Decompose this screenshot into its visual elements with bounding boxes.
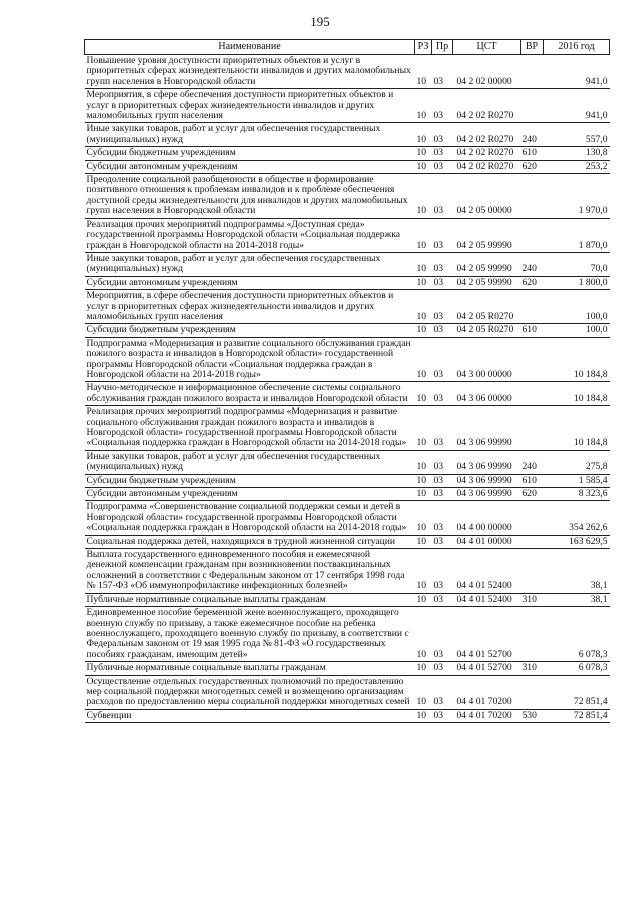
row-rz: 10 (415, 593, 432, 606)
row-amount: 38,1 (544, 549, 610, 594)
table-row (85, 55, 610, 89)
table-row (85, 252, 610, 276)
table-row (85, 218, 610, 252)
row-rz: 10 (415, 549, 432, 594)
table-row (85, 549, 610, 594)
header-vr: ВР (521, 40, 544, 55)
table-row (85, 501, 610, 535)
row-rz: 10 (415, 675, 432, 709)
row-name: Иные закупки товаров, работ и услуг для обеспечения государственных (муниципальных) нужд (85, 252, 415, 276)
row-rz: 10 (415, 290, 432, 324)
row-cst: 04 3 06 99990 (453, 488, 521, 501)
row-rz: 10 (415, 89, 432, 123)
row-cst: 04 3 06 00000 (453, 382, 521, 406)
row-amount: 6 078,3 (544, 607, 610, 662)
row-rz: 10 (415, 488, 432, 501)
row-rz: 10 (415, 147, 432, 160)
row-name: Преодоление социальной разобщенности в обществе и формирование позитивного отношения к проблемам инвалидов и к проблеме обеспечения доступной среды жизнедеятельности для инвалидов и других маломобильных групп населения в Новгородской области (85, 174, 415, 219)
row-amount: 354 262,6 (544, 501, 610, 535)
row-amount: 6 078,3 (544, 662, 610, 675)
row-vr (521, 535, 544, 548)
row-pr: 03 (432, 709, 453, 722)
row-cst: 04 2 02 R0270 (453, 89, 521, 123)
row-name: Реализация прочих мероприятий подпрограммы «Доступная среда» государственной программы Новгородской области «Социальная поддержка граждан в Новгородской области на 2014-2018 годы» (85, 218, 415, 252)
row-vr: 620 (521, 276, 544, 289)
row-amount: 275,8 (544, 450, 610, 474)
row-name: Субвенции (85, 709, 415, 722)
table-row (85, 337, 610, 382)
row-vr (521, 337, 544, 382)
row-rz: 10 (415, 382, 432, 406)
row-cst: 04 2 02 R0270 (453, 160, 521, 173)
row-rz: 10 (415, 218, 432, 252)
row-amount: 100,0 (544, 290, 610, 324)
row-rz: 10 (415, 160, 432, 173)
row-vr: 620 (521, 160, 544, 173)
row-name: Осуществление отдельных государственных полномочий по предоставлению мер социальной поддержки многодетных семей и возмещению организациям расходов по предоставлению меры социальной поддержки многодетных семей (85, 675, 415, 709)
table-row (85, 174, 610, 219)
row-pr: 03 (432, 474, 453, 487)
row-amount: 941,0 (544, 89, 610, 123)
row-amount: 1 970,0 (544, 174, 610, 219)
row-vr: 530 (521, 709, 544, 722)
row-pr: 03 (432, 406, 453, 451)
row-pr: 03 (432, 593, 453, 606)
row-cst: 04 2 05 R0270 (453, 324, 521, 337)
row-vr: 310 (521, 662, 544, 675)
row-name: Мероприятия, в сфере обеспечения доступности приоритетных объектов и услуг в приоритетных сферах жизнедеятельности инвалидов и других маломобильных групп населения (85, 89, 415, 123)
row-cst: 04 2 02 00000 (453, 55, 521, 89)
row-vr: 310 (521, 593, 544, 606)
row-cst: 04 3 06 99990 (453, 474, 521, 487)
row-name: Научно-методическое и информационное обеспечение системы социального обслуживания граждан пожилого возраста и инвалидов Новгородской области (85, 382, 415, 406)
header-name: Наименование (85, 40, 415, 55)
row-rz: 10 (415, 406, 432, 451)
row-vr (521, 382, 544, 406)
row-vr (521, 501, 544, 535)
row-cst: 04 4 01 52700 (453, 607, 521, 662)
row-pr: 03 (432, 382, 453, 406)
table-row (85, 607, 610, 662)
row-name: Реализация прочих мероприятий подпрограммы «Модернизация и развитие социального обслуживания граждан пожилого возраста и инвалидов в Новгородской области» государственной программы Новгородской области «Социальная поддержка граждан в Новгородской области на 2014-2018 годы» (85, 406, 415, 451)
row-pr: 03 (432, 337, 453, 382)
row-rz: 10 (415, 324, 432, 337)
page-number: 195 (310, 14, 330, 29)
row-vr (521, 174, 544, 219)
table-row (85, 89, 610, 123)
row-vr (521, 290, 544, 324)
row-cst: 04 2 05 00000 (453, 174, 521, 219)
row-amount: 557,0 (544, 123, 610, 147)
table-row (85, 276, 610, 289)
row-cst: 04 2 02 R0270 (453, 123, 521, 147)
row-rz: 10 (415, 252, 432, 276)
row-rz: 10 (415, 607, 432, 662)
row-name: Иные закупки товаров, работ и услуг для обеспечения государственных (муниципальных) нужд (85, 123, 415, 147)
row-rz: 10 (415, 535, 432, 548)
row-cst: 04 3 06 99990 (453, 450, 521, 474)
row-vr: 610 (521, 147, 544, 160)
row-amount: 72 851,4 (544, 709, 610, 722)
row-amount: 100,0 (544, 324, 610, 337)
row-name: Субсидии бюджетным учреждениям (85, 147, 415, 160)
row-pr: 03 (432, 549, 453, 594)
budget-table (84, 39, 610, 723)
row-rz: 10 (415, 662, 432, 675)
row-cst: 04 4 01 70200 (453, 675, 521, 709)
row-vr (521, 55, 544, 89)
row-rz: 10 (415, 450, 432, 474)
table-row (85, 709, 610, 722)
table-header (85, 40, 610, 55)
table-row (85, 324, 610, 337)
row-vr (521, 218, 544, 252)
row-pr: 03 (432, 160, 453, 173)
table-row (85, 382, 610, 406)
row-cst: 04 4 00 00000 (453, 501, 521, 535)
row-rz: 10 (415, 709, 432, 722)
row-amount: 1 585,4 (544, 474, 610, 487)
row-cst: 04 4 01 52400 (453, 593, 521, 606)
row-name: Субсидии автономным учреждениям (85, 488, 415, 501)
row-vr (521, 675, 544, 709)
row-pr: 03 (432, 174, 453, 219)
row-rz: 10 (415, 276, 432, 289)
table-row (85, 675, 610, 709)
row-cst: 04 4 01 70200 (453, 709, 521, 722)
row-pr: 03 (432, 252, 453, 276)
row-vr: 240 (521, 123, 544, 147)
row-pr: 03 (432, 147, 453, 160)
row-cst: 04 2 05 99990 (453, 276, 521, 289)
row-pr: 03 (432, 218, 453, 252)
row-name: Социальная поддержка детей, находящихся в трудной жизненной ситуации (85, 535, 415, 548)
row-vr (521, 89, 544, 123)
row-pr: 03 (432, 55, 453, 89)
row-vr (521, 549, 544, 594)
row-amount: 72 851,4 (544, 675, 610, 709)
row-amount: 10 184,8 (544, 382, 610, 406)
row-pr: 03 (432, 89, 453, 123)
row-pr: 03 (432, 662, 453, 675)
row-name: Субсидии автономным учреждениям (85, 160, 415, 173)
table-row (85, 593, 610, 606)
table-row (85, 147, 610, 160)
table-row (85, 290, 610, 324)
row-name: Выплата государственного единовременного пособия и ежемесячной денежной компенсации гражданам при возникновении поствакцинальных осложнений в соответствии с Федеральным законом от 17 сентября 1998 года № 157-ФЗ «Об иммунопрофилактике инфекционных болезней» (85, 549, 415, 594)
row-name: Повышение уровня доступности приоритетных объектов и услуг в приоритетных сферах жизнедеятельности инвалидов и других маломобильных групп населения в Новгородской области (85, 55, 415, 89)
row-name: Субсидии бюджетным учреждениям (85, 474, 415, 487)
row-name: Мероприятия, в сфере обеспечения доступности приоритетных объектов и услуг в приоритетных сферах жизнедеятельности инвалидов и других маломобильных групп населения (85, 290, 415, 324)
row-name: Подпрограмма «Совершенствование социальной поддержки семьи и детей в Новгородской области» государственной программы Новгородской области «Социальная поддержка граждан в Новгородской области на 2014-2018 годы» (85, 501, 415, 535)
header-cst: ЦСТ (453, 40, 521, 55)
row-rz: 10 (415, 474, 432, 487)
header-year: 2016 год (544, 40, 610, 55)
row-name: Субсидии бюджетным учреждениям (85, 324, 415, 337)
row-amount: 10 184,8 (544, 406, 610, 451)
row-vr (521, 406, 544, 451)
table-row (85, 123, 610, 147)
row-pr: 03 (432, 276, 453, 289)
row-amount: 10 184,8 (544, 337, 610, 382)
header-rz: РЗ (415, 40, 432, 55)
row-amount: 941,0 (544, 55, 610, 89)
table-row (85, 450, 610, 474)
row-cst: 04 2 02 R0270 (453, 147, 521, 160)
row-amount: 38,1 (544, 593, 610, 606)
row-vr: 620 (521, 488, 544, 501)
row-cst: 04 2 05 R0270 (453, 290, 521, 324)
row-name: Подпрограмма «Модернизация и развитие социального обслуживания граждан пожилого возраста и инвалидов в Новгородской области» государственной программы Новгородской области «Социальная поддержка граждан в Новгородской области на 2014-2018 годы» (85, 337, 415, 382)
row-pr: 03 (432, 123, 453, 147)
row-pr: 03 (432, 501, 453, 535)
row-vr: 610 (521, 474, 544, 487)
row-cst: 04 4 01 52700 (453, 662, 521, 675)
row-cst: 04 2 05 99990 (453, 252, 521, 276)
table-row (85, 160, 610, 173)
header-pr: Пр (432, 40, 453, 55)
row-pr: 03 (432, 450, 453, 474)
row-cst: 04 2 05 99990 (453, 218, 521, 252)
row-vr (521, 607, 544, 662)
row-rz: 10 (415, 337, 432, 382)
row-rz: 10 (415, 123, 432, 147)
row-amount: 163 629,5 (544, 535, 610, 548)
table-body (85, 55, 610, 723)
table-row (85, 662, 610, 675)
row-pr: 03 (432, 675, 453, 709)
row-vr: 240 (521, 450, 544, 474)
row-pr: 03 (432, 290, 453, 324)
row-amount: 1 800,0 (544, 276, 610, 289)
row-amount: 70,0 (544, 252, 610, 276)
row-name: Публичные нормативные социальные выплаты гражданам (85, 593, 415, 606)
row-name: Публичные нормативные социальные выплаты гражданам (85, 662, 415, 675)
row-rz: 10 (415, 174, 432, 219)
table-row (85, 406, 610, 451)
row-cst: 04 3 00 00000 (453, 337, 521, 382)
row-pr: 03 (432, 488, 453, 501)
row-rz: 10 (415, 55, 432, 89)
row-cst: 04 4 01 52400 (453, 549, 521, 594)
row-amount: 1 870,0 (544, 218, 610, 252)
row-vr: 610 (521, 324, 544, 337)
row-amount: 253,2 (544, 160, 610, 173)
row-vr: 240 (521, 252, 544, 276)
row-amount: 130,8 (544, 147, 610, 160)
row-pr: 03 (432, 535, 453, 548)
row-pr: 03 (432, 607, 453, 662)
table-row (85, 474, 610, 487)
row-name: Субсидии автономным учреждениям (85, 276, 415, 289)
row-rz: 10 (415, 501, 432, 535)
row-cst: 04 3 06 99990 (453, 406, 521, 451)
table-row (85, 535, 610, 548)
row-amount: 8 323,6 (544, 488, 610, 501)
row-cst: 04 4 01 00000 (453, 535, 521, 548)
row-name: Иные закупки товаров, работ и услуг для обеспечения государственных (муниципальных) нужд (85, 450, 415, 474)
row-pr: 03 (432, 324, 453, 337)
row-name: Единовременное пособие беременной жене военнослужащего, проходящего военную службу по призыву, а также ежемесячное пособие на ребенка военнослужащего, проходящего военную службу по призыву, в соответствии с Федеральным законом от 19 мая 1995 года № 81-ФЗ «О государственных пособиях гражданам, имеющим детей» (85, 607, 415, 662)
table-row (85, 488, 610, 501)
